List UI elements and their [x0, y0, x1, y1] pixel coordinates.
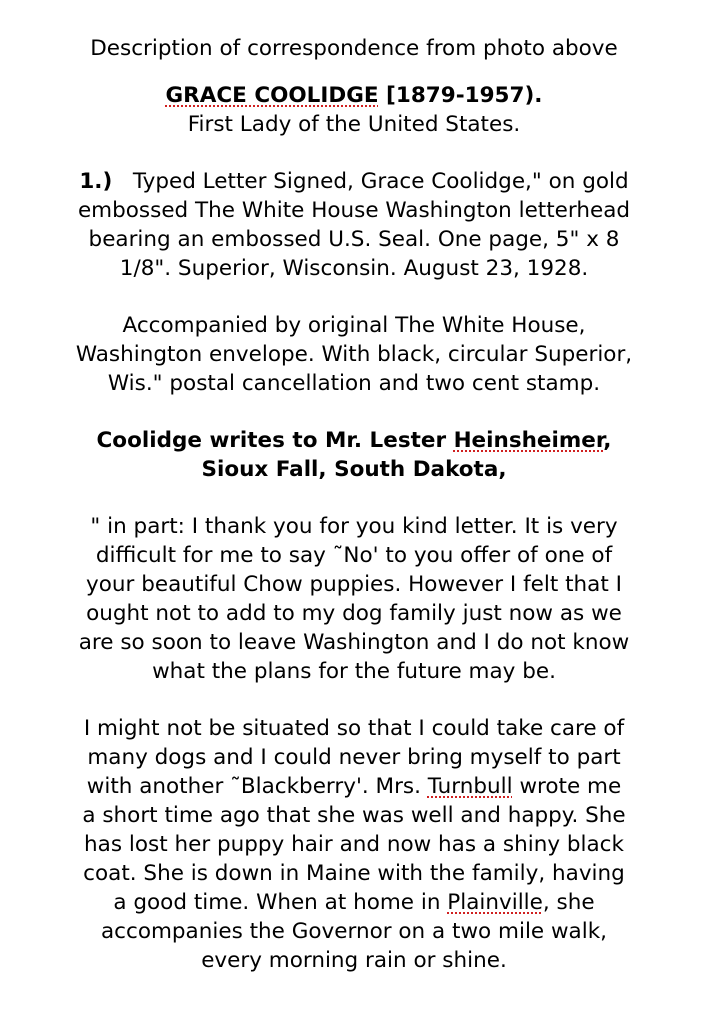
letter-line: " in part: I thank you for you kind letter. It is very — [90, 514, 618, 539]
letter-line: coat. She is down in Maine with the family, having — [83, 861, 625, 886]
document-title — [0, 81, 708, 110]
letter-name: Turnbull — [427, 774, 513, 799]
envelope-line: Washington envelope. With black, circular Superior, — [75, 342, 633, 367]
item-description-line: embossed The White House Washington letterhead — [77, 198, 631, 223]
recipient-prefix: Coolidge writes to Mr. Lester — [96, 428, 454, 453]
title-name: GRACE COOLIDGE — [165, 83, 379, 108]
letter-line: has lost her puppy hair and now has a shiny black — [84, 832, 624, 857]
recipient-heading — [0, 426, 708, 484]
envelope-description — [0, 311, 708, 398]
letter-line: I might not be situated so that I could take care of — [83, 716, 625, 741]
envelope-line: Wis." postal cancellation and two cent stamp. — [107, 371, 601, 396]
recipient-name: Heinsheimer — [453, 428, 604, 453]
item-number: 1.) — [79, 169, 113, 194]
letter-line: every morning rain or shine. — [201, 948, 507, 973]
letter-text: with another ˜Blackberry'. Mrs. — [86, 774, 428, 799]
letter-line: a short time ago that she was well and happy. She — [82, 803, 626, 828]
letter-line: accompanies the Governor on a two mile walk, — [101, 919, 607, 944]
envelope-line: Accompanied by original The White House, — [122, 313, 586, 338]
recipient-location: Sioux Fall, South Dakota, — [201, 457, 507, 482]
letter-paragraph-1 — [0, 512, 708, 686]
item-description — [0, 167, 708, 283]
letter-line: many dogs and I could never bring myself to part — [87, 745, 621, 770]
recipient-suffix: , — [603, 428, 612, 453]
recipient-line — [0, 426, 708, 455]
document-subtitle: First Lady of the United States. — [187, 112, 521, 137]
item-description-line — [0, 167, 708, 196]
letter-text: wrote me — [512, 774, 622, 799]
item-description-line: 1/8". Superior, Wisconsin. August 23, 1928. — [119, 256, 589, 281]
letter-line: your beautiful Chow puppies. However I felt that I — [86, 572, 622, 597]
item-description-line: bearing an embossed U.S. Seal. One page, 5" x 8 — [88, 227, 620, 252]
title-dates: [1879-1957). — [378, 83, 543, 108]
item-description-text: Typed Letter Signed, Grace Coolidge," on gold — [112, 169, 629, 194]
letter-line: are so soon to leave Washington and I do not know — [78, 630, 630, 655]
caption: Description of correspondence from photo above — [90, 36, 618, 61]
letter-line: difficult for me to say ˜No' to you offer of one of — [95, 543, 613, 568]
letter-text: a good time. When at home in — [113, 890, 448, 915]
letter-line — [0, 888, 708, 917]
letter-line — [0, 772, 708, 801]
letter-place: Plainville — [447, 890, 543, 915]
letter-paragraph-2 — [0, 714, 708, 975]
letter-line: what the plans for the future may be. — [152, 659, 556, 684]
letter-text: , she — [542, 890, 595, 915]
letter-line: ought not to add to my dog family just now as we — [86, 601, 622, 626]
